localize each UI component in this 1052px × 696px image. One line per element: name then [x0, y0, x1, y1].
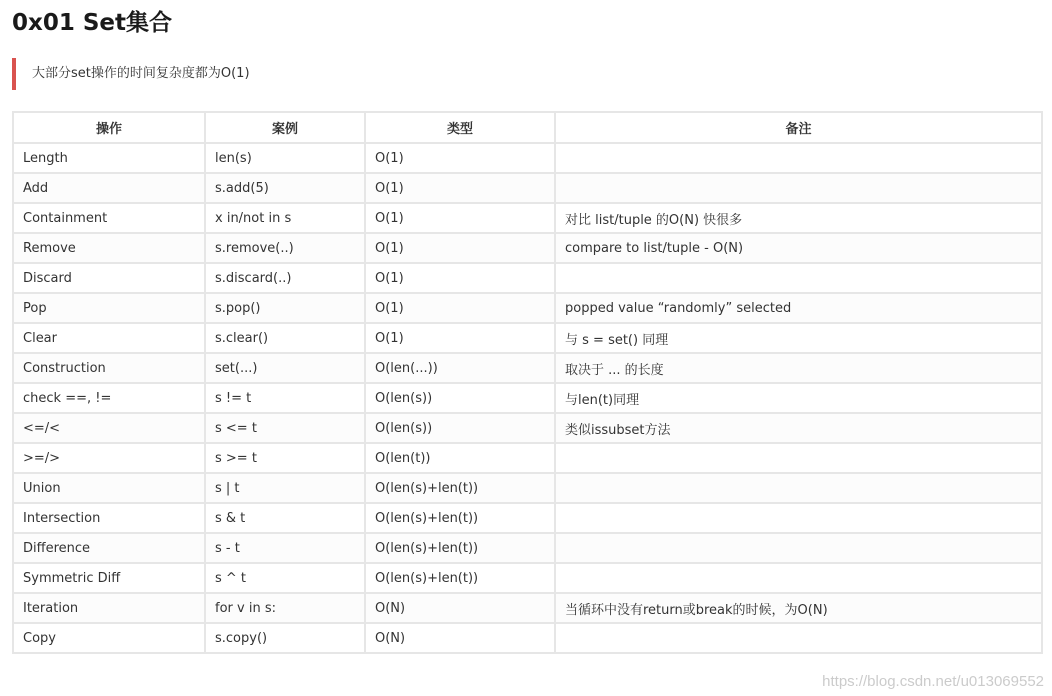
- cell-type: O(len(s)+len(t)): [365, 503, 555, 533]
- cell-type: O(1): [365, 143, 555, 173]
- cell-operation: Add: [13, 173, 205, 203]
- table-row: [13, 413, 1042, 443]
- cell-notes: [555, 173, 1042, 203]
- table-row: [13, 503, 1042, 533]
- table-row: [13, 533, 1042, 563]
- table-row: [13, 203, 1042, 233]
- cell-operation: Iteration: [13, 593, 205, 623]
- table-row: [13, 563, 1042, 593]
- cell-type: O(1): [365, 323, 555, 353]
- cell-operation: Construction: [13, 353, 205, 383]
- cell-type: O(N): [365, 623, 555, 653]
- watermark: https://blog.csdn.net/u013069552: [822, 673, 1044, 690]
- cell-notes: [555, 143, 1042, 173]
- cell-operation: Symmetric Diff: [13, 563, 205, 593]
- cell-notes: 取决于 ... 的长度: [555, 353, 1042, 383]
- table-row: [13, 293, 1042, 323]
- cell-type: O(len(s)+len(t)): [365, 563, 555, 593]
- cell-type: O(1): [365, 203, 555, 233]
- cell-notes: compare to list/tuple - O(N): [555, 233, 1042, 263]
- cell-example: x in/not in s: [205, 203, 365, 233]
- table-row: [13, 173, 1042, 203]
- cell-notes: 当循环中没有return或break的时候，为O(N): [555, 593, 1042, 623]
- note-blockquote: 大部分set操作的时间复杂度都为O(1): [12, 58, 1040, 90]
- cell-notes: popped value “randomly” selected: [555, 293, 1042, 323]
- cell-operation: check ==, !=: [13, 383, 205, 413]
- cell-operation: Containment: [13, 203, 205, 233]
- cell-type: O(len(s)): [365, 413, 555, 443]
- cell-example: s - t: [205, 533, 365, 563]
- cell-notes: [555, 533, 1042, 563]
- cell-example: s ^ t: [205, 563, 365, 593]
- cell-type: O(len(...)): [365, 353, 555, 383]
- cell-example: len(s): [205, 143, 365, 173]
- table-row: [13, 383, 1042, 413]
- cell-notes: [555, 503, 1042, 533]
- cell-example: s.copy(): [205, 623, 365, 653]
- cell-operation: Pop: [13, 293, 205, 323]
- cell-example: s >= t: [205, 443, 365, 473]
- cell-notes: 对比 list/tuple 的O(N) 快很多: [555, 203, 1042, 233]
- cell-notes: [555, 563, 1042, 593]
- cell-operation: Intersection: [13, 503, 205, 533]
- table-row: [13, 263, 1042, 293]
- cell-notes: 与len(t)同理: [555, 383, 1042, 413]
- cell-example: s.remove(..): [205, 233, 365, 263]
- table-row: [13, 623, 1042, 653]
- cell-example: for v in s:: [205, 593, 365, 623]
- header-type: 类型: [365, 112, 555, 143]
- cell-example: s.pop(): [205, 293, 365, 323]
- cell-notes: 类似issubset方法: [555, 413, 1042, 443]
- cell-type: O(len(s)+len(t)): [365, 473, 555, 503]
- cell-notes: [555, 473, 1042, 503]
- cell-operation: Remove: [13, 233, 205, 263]
- header-example: 案例: [205, 112, 365, 143]
- cell-operation: >=/>: [13, 443, 205, 473]
- cell-example: s | t: [205, 473, 365, 503]
- cell-type: O(len(t)): [365, 443, 555, 473]
- cell-type: O(1): [365, 233, 555, 263]
- cell-example: s != t: [205, 383, 365, 413]
- table-row: [13, 473, 1042, 503]
- cell-notes: 与 s = set() 同理: [555, 323, 1042, 353]
- table-header-row: [13, 112, 1042, 143]
- table-row: [13, 233, 1042, 263]
- cell-type: O(len(s)): [365, 383, 555, 413]
- cell-example: s <= t: [205, 413, 365, 443]
- cell-operation: Union: [13, 473, 205, 503]
- cell-operation: Discard: [13, 263, 205, 293]
- page-title: 0x01 Set集合: [12, 10, 173, 36]
- cell-notes: [555, 263, 1042, 293]
- header-operation: 操作: [13, 112, 205, 143]
- cell-operation: Copy: [13, 623, 205, 653]
- table-row: [13, 443, 1042, 473]
- table-row: [13, 593, 1042, 623]
- cell-notes: [555, 443, 1042, 473]
- cell-example: set(...): [205, 353, 365, 383]
- table-row: [13, 323, 1042, 353]
- cell-notes: [555, 623, 1042, 653]
- complexity-table: [12, 111, 1043, 654]
- cell-example: s.discard(..): [205, 263, 365, 293]
- cell-example: s.clear(): [205, 323, 365, 353]
- cell-type: O(N): [365, 593, 555, 623]
- header-notes: 备注: [555, 112, 1042, 143]
- cell-type: O(1): [365, 293, 555, 323]
- cell-type: O(len(s)+len(t)): [365, 533, 555, 563]
- cell-operation: Difference: [13, 533, 205, 563]
- table-row: [13, 353, 1042, 383]
- cell-operation: Length: [13, 143, 205, 173]
- cell-operation: Clear: [13, 323, 205, 353]
- cell-operation: <=/<: [13, 413, 205, 443]
- cell-type: O(1): [365, 173, 555, 203]
- table-row: [13, 143, 1042, 173]
- cell-example: s & t: [205, 503, 365, 533]
- cell-type: O(1): [365, 263, 555, 293]
- cell-example: s.add(5): [205, 173, 365, 203]
